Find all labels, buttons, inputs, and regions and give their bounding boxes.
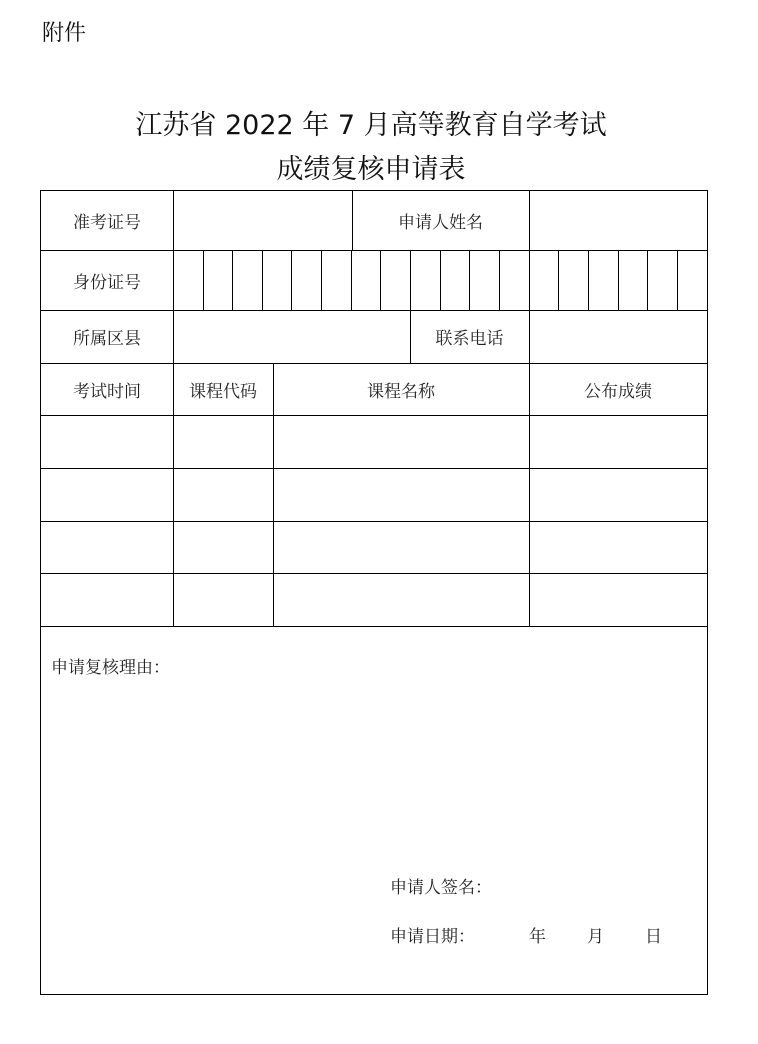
title-line-1: 江苏省 2022 年 7 月高等教育自学考试: [135, 110, 607, 141]
published-score-header: 公布成绩: [584, 381, 652, 402]
signature-label: 申请人签名：: [390, 878, 492, 898]
attachment-label: 附件: [42, 21, 87, 46]
phone-field[interactable]: [530, 311, 707, 363]
course-name-header: 课程名称: [367, 381, 435, 402]
exam-number-label: 准考证号: [73, 213, 141, 233]
district-label: 所属区县: [73, 329, 141, 349]
district-field[interactable]: [174, 311, 410, 363]
applicant-name-field[interactable]: [530, 191, 707, 250]
id-number-label: 身份证号: [73, 272, 141, 293]
exam-number-field[interactable]: [174, 191, 352, 250]
title-line-2: 成绩复核申请表: [276, 154, 466, 185]
id-number-field[interactable]: [174, 251, 707, 310]
course-row[interactable]: [41, 416, 707, 468]
application-form: [40, 190, 708, 995]
date-label: 申请日期：: [390, 927, 475, 947]
year-label: 年: [529, 927, 546, 947]
applicant-name-label: 申请人姓名: [398, 213, 483, 233]
course-row[interactable]: [41, 574, 707, 626]
phone-label: 联系电话: [435, 329, 504, 349]
signature-field[interactable]: [496, 869, 696, 897]
course-row[interactable]: [41, 522, 707, 573]
day-label: 日: [645, 927, 662, 947]
exam-time-header: 考试时间: [73, 381, 141, 402]
reason-field[interactable]: [51, 681, 697, 861]
course-code-header: 课程代码: [189, 381, 257, 402]
course-row[interactable]: [41, 469, 707, 521]
reason-label: 申请复核理由：: [51, 658, 170, 678]
row-divider: [41, 626, 707, 627]
month-label: 月: [587, 927, 604, 947]
